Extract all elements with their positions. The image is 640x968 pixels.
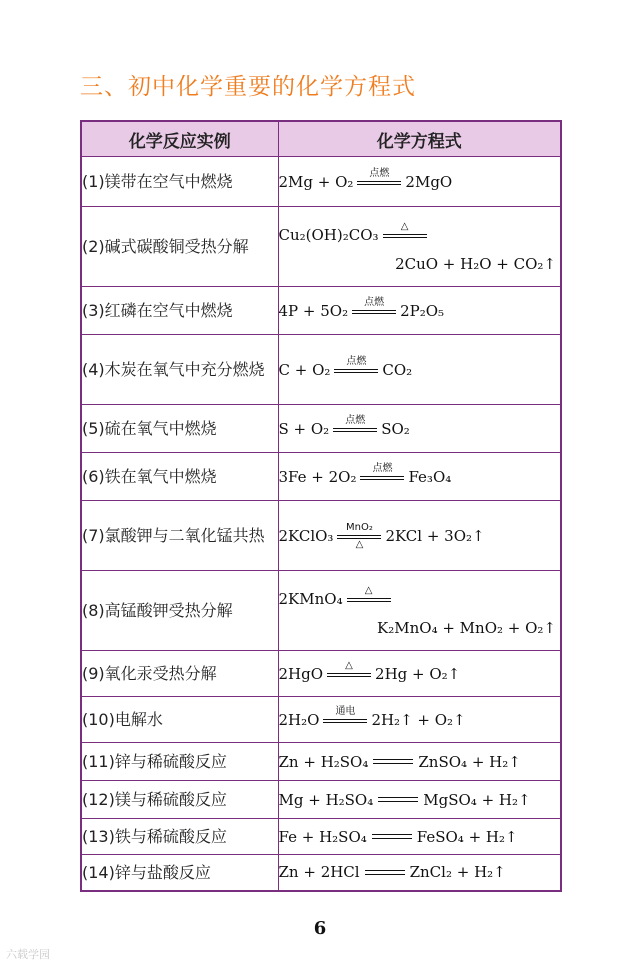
equals-bar (333, 428, 377, 429)
table-row (81, 157, 561, 207)
equation-products: MgSO₄ + H₂↑ (423, 790, 531, 809)
reaction-condition (323, 706, 367, 734)
reaction-example: (12)镁与稀硫酸反应 (81, 781, 278, 819)
table-row (81, 819, 561, 855)
equation-line (279, 863, 561, 881)
equals-sign (378, 797, 418, 802)
chemical-equation (278, 207, 561, 287)
equation-line (279, 463, 561, 491)
table-row (81, 207, 561, 287)
reaction-condition (337, 522, 381, 550)
table-row (81, 571, 561, 651)
reaction-condition (347, 585, 391, 613)
table-row (81, 335, 561, 405)
chemical-equation (278, 571, 561, 651)
chemical-equation (278, 501, 561, 571)
equals-bar (334, 369, 378, 370)
chemical-equation (278, 781, 561, 819)
column-header-equation: 化学方程式 (278, 121, 561, 157)
equations-table (80, 120, 562, 892)
equation-line (279, 356, 561, 384)
table-row (81, 651, 561, 697)
equation-line (279, 522, 561, 550)
equals-bar (383, 237, 427, 238)
equals-bar (352, 313, 396, 314)
equation-products: ZnSO₄ + H₂↑ (418, 752, 521, 771)
table-row (81, 453, 561, 501)
equals-bar (323, 719, 367, 720)
reaction-example: (4)木炭在氧气中充分燃烧 (81, 335, 278, 405)
reaction-example: (14)锌与盐酸反应 (81, 855, 278, 891)
reaction-example: (5)硫在氧气中燃烧 (81, 405, 278, 453)
equation-line (279, 221, 561, 249)
reaction-example: (9)氧化汞受热分解 (81, 651, 278, 697)
reaction-condition (333, 415, 377, 443)
condition-top: MnO₂ (346, 521, 373, 533)
equation-products: SO₂ (381, 419, 410, 438)
chemical-equation (278, 287, 561, 335)
table-row (81, 405, 561, 453)
equation-products: 2CuO + H₂O + CO₂↑ (395, 254, 556, 273)
chemical-equation (278, 157, 561, 207)
table-row (81, 287, 561, 335)
equation-reactants: 2H₂O (278, 710, 320, 729)
equation-products: 2P₂O₅ (400, 301, 445, 320)
equation-reactants: 3Fe + 2O₂ (278, 467, 357, 486)
chemical-equation (278, 405, 561, 453)
equation-products: 2MgO (405, 172, 453, 191)
equation-reactants: 2KMnO₄ (278, 589, 343, 608)
chemical-equation (278, 651, 561, 697)
reaction-example: (10)电解水 (81, 697, 278, 743)
equals-bar (352, 310, 396, 311)
equation-reactants: 2HgO (278, 664, 324, 683)
reaction-condition (352, 297, 396, 325)
equation-reactants: 2Mg + O₂ (278, 172, 354, 191)
reaction-condition (383, 221, 427, 249)
equals-bar (383, 234, 427, 235)
watermark: 六载学园 (6, 948, 50, 961)
equals-bar (327, 676, 371, 677)
equation-products: Fe₃O₄ (408, 467, 452, 486)
reaction-example: (7)氯酸钾与二氧化锰共热 (81, 501, 278, 571)
equals-bar (357, 184, 401, 185)
reaction-example: (2)碱式碳酸铜受热分解 (81, 207, 278, 287)
equation-reactants: 2KClO₃ (278, 526, 334, 545)
equation-reactants: Zn + H₂SO₄ (278, 752, 369, 771)
condition-bottom: △ (355, 538, 364, 550)
equation-line (279, 791, 561, 809)
chemical-equation (278, 453, 561, 501)
condition-top: △ (345, 659, 353, 671)
reaction-example: (11)锌与稀硫酸反应 (81, 743, 278, 781)
reaction-example: (1)镁带在空气中燃烧 (81, 157, 278, 207)
equals-bar (360, 476, 404, 477)
equation-products: CO₂ (382, 360, 413, 379)
equation-line (279, 585, 561, 613)
equals-sign (372, 834, 412, 839)
column-header-example: 化学反应实例 (81, 121, 278, 157)
equation-products: 2KCl + 3O₂↑ (385, 526, 485, 545)
equals-bar (323, 722, 367, 723)
equals-bar (347, 598, 391, 599)
equation-line (279, 415, 561, 443)
chemical-equation (278, 819, 561, 855)
reaction-example: (13)铁与稀硫酸反应 (81, 819, 278, 855)
equals-bar (337, 535, 381, 536)
reaction-condition (334, 356, 378, 384)
reaction-example: (3)红磷在空气中燃烧 (81, 287, 278, 335)
reaction-condition (360, 463, 404, 491)
equation-reactants: Fe + H₂SO₄ (278, 827, 367, 846)
reaction-condition (327, 660, 371, 688)
condition-top: 点燃 (364, 296, 385, 308)
equation-line (279, 660, 561, 688)
chemical-equation (278, 697, 561, 743)
table-row (81, 743, 561, 781)
condition-top: 点燃 (346, 355, 367, 367)
equation-line (279, 706, 561, 734)
chemical-equation (278, 743, 561, 781)
table-row (81, 781, 561, 819)
page-title: 三、初中化学重要的化学方程式 (80, 74, 416, 100)
equation-products: 2H₂↑ + O₂↑ (371, 710, 466, 729)
table-header-row (81, 121, 561, 157)
equation-products: FeSO₄ + H₂↑ (416, 827, 518, 846)
equation-line (279, 753, 561, 771)
equation-reactants: Mg + H₂SO₄ (278, 790, 374, 809)
equals-bar (357, 181, 401, 182)
equals-bar (360, 479, 404, 480)
table-row (81, 855, 561, 891)
equation-reactants: Cu₂(OH)₂CO₃ (278, 225, 379, 244)
equation-reactants: S + O₂ (278, 419, 330, 438)
condition-top: 点燃 (345, 414, 366, 426)
equation-reactants: C + O₂ (278, 360, 331, 379)
equation-line (279, 168, 561, 196)
reaction-example: (8)高锰酸钾受热分解 (81, 571, 278, 651)
equals-sign (365, 870, 405, 875)
chemical-equation (278, 335, 561, 405)
equation-products: ZnCl₂ + H₂↑ (409, 863, 506, 882)
condition-top: 点燃 (372, 462, 393, 474)
equals-bar (347, 601, 391, 602)
equals-sign (373, 759, 413, 764)
equation-products: 2Hg + O₂↑ (375, 664, 461, 683)
equation-reactants: Zn + 2HCl (278, 863, 360, 882)
condition-top: △ (364, 584, 373, 596)
equals-bar (327, 673, 371, 674)
condition-top: △ (400, 220, 409, 232)
equals-bar (334, 372, 378, 373)
condition-top: 点燃 (369, 167, 390, 179)
equation-reactants: 4P + 5O₂ (278, 301, 349, 320)
equation-line (279, 297, 561, 325)
condition-top: 通电 (335, 705, 356, 717)
reaction-condition (357, 168, 401, 196)
equation-line (279, 828, 561, 846)
equation-products: K₂MnO₄ + MnO₂ + O₂↑ (377, 618, 556, 637)
equals-bar (333, 431, 377, 432)
chemical-equation (278, 855, 561, 891)
table-row (81, 697, 561, 743)
page-number: 6 (313, 918, 327, 939)
reaction-example: (6)铁在氧气中燃烧 (81, 453, 278, 501)
table-row (81, 501, 561, 571)
